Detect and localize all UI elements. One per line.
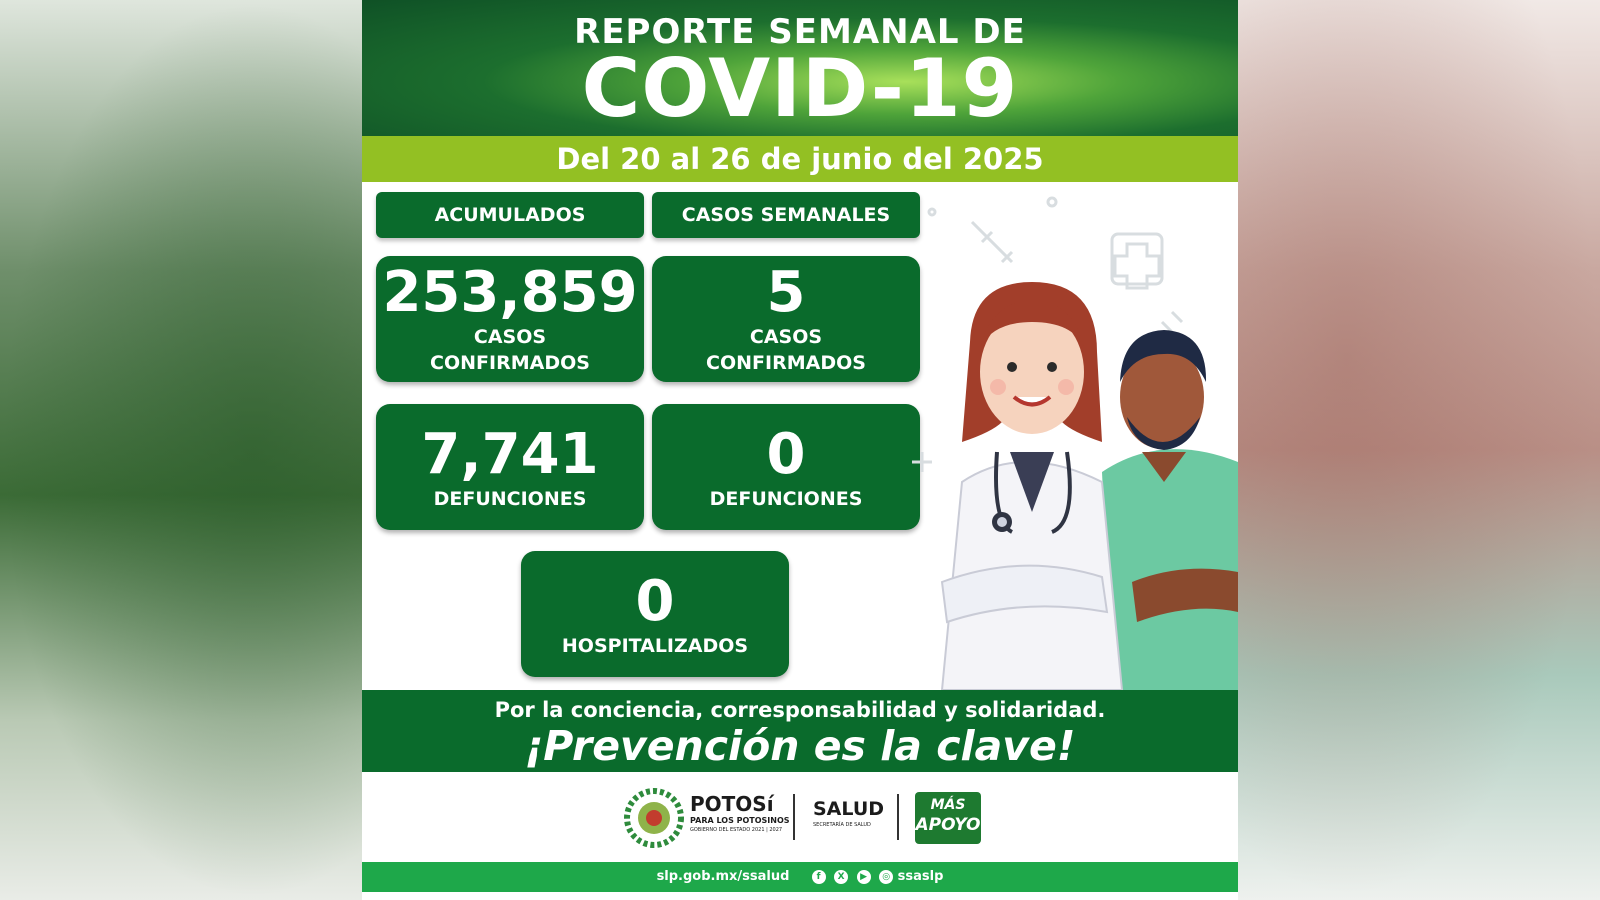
weekly-cases-value: 5 <box>766 260 806 325</box>
slogan-banner <box>362 690 1238 772</box>
doctors-illustration <box>902 182 1238 690</box>
date-range: Del 20 al 26 de junio del 2025 <box>362 136 1238 182</box>
logo-divider <box>897 794 899 840</box>
weekly-cases-label-1: CASOS <box>749 326 823 348</box>
blurred-background-right <box>1238 0 1600 900</box>
weekly-header: CASOS SEMANALES <box>652 192 920 238</box>
accumulated-header: ACUMULADOS <box>376 192 644 238</box>
accumulated-deaths-label: DEFUNCIONES <box>433 488 587 510</box>
potosi-logo-text: POTOSí <box>690 792 774 816</box>
logo-divider <box>793 794 795 840</box>
accumulated-cases-card <box>376 256 644 382</box>
logos-strip <box>362 772 1238 862</box>
weekly-deaths-card <box>652 404 920 530</box>
footer-bar <box>362 862 1238 892</box>
mas-apoyo-line1: MÁS <box>930 797 966 813</box>
weekly-deaths-value: 0 <box>766 422 806 487</box>
mas-apoyo-logo <box>915 792 981 844</box>
accumulated-cases-label-2: CONFIRMADOS <box>430 352 590 374</box>
facebook-icon[interactable]: f <box>812 870 826 884</box>
hospitalized-card <box>521 551 789 677</box>
hospitalized-label: HOSPITALIZADOS <box>561 635 749 657</box>
salud-logo-text: SALUD <box>813 798 885 820</box>
report-title: COVID-19 <box>581 42 1019 135</box>
mas-apoyo-line2: APOYO <box>915 815 981 835</box>
youtube-icon[interactable]: ▶ <box>857 870 871 884</box>
accumulated-deaths-value: 7,741 <box>421 422 599 487</box>
accumulated-deaths-card <box>376 404 644 530</box>
salud-logo-sub: SECRETARÍA DE SALUD <box>813 822 871 828</box>
instagram-icon[interactable]: ◎ <box>879 870 893 884</box>
blurred-background-left <box>0 0 362 900</box>
hospitalized-value: 0 <box>635 569 675 634</box>
accumulated-cases-label-1: CASOS <box>473 326 547 348</box>
weekly-cases-label-2: CONFIRMADOS <box>706 352 866 374</box>
bottom-margin <box>362 892 1238 900</box>
slogan-main: ¡Prevención es la clave! <box>524 722 1076 770</box>
weekly-deaths-label: DEFUNCIONES <box>709 488 863 510</box>
footer-url[interactable]: slp.gob.mx/ssalud <box>656 869 790 884</box>
weekly-cases-card <box>652 256 920 382</box>
report-header <box>362 0 1238 136</box>
accumulated-cases-value: 253,859 <box>382 260 638 325</box>
potosi-logo-sub2: GOBIERNO DEL ESTADO 2021 | 2027 <box>690 827 783 833</box>
potosi-emblem-icon <box>624 788 684 848</box>
report-subtitle: REPORTE SEMANAL DE <box>574 12 1026 52</box>
potosi-logo-sub1: PARA LOS POTOSINOS <box>690 816 790 825</box>
footer-handle[interactable]: ssaslp <box>897 869 944 884</box>
x-icon[interactable]: X <box>834 870 848 884</box>
covid-report-poster <box>362 0 1238 900</box>
slogan-line: Por la conciencia, corresponsabilidad y solidaridad. <box>494 698 1106 722</box>
